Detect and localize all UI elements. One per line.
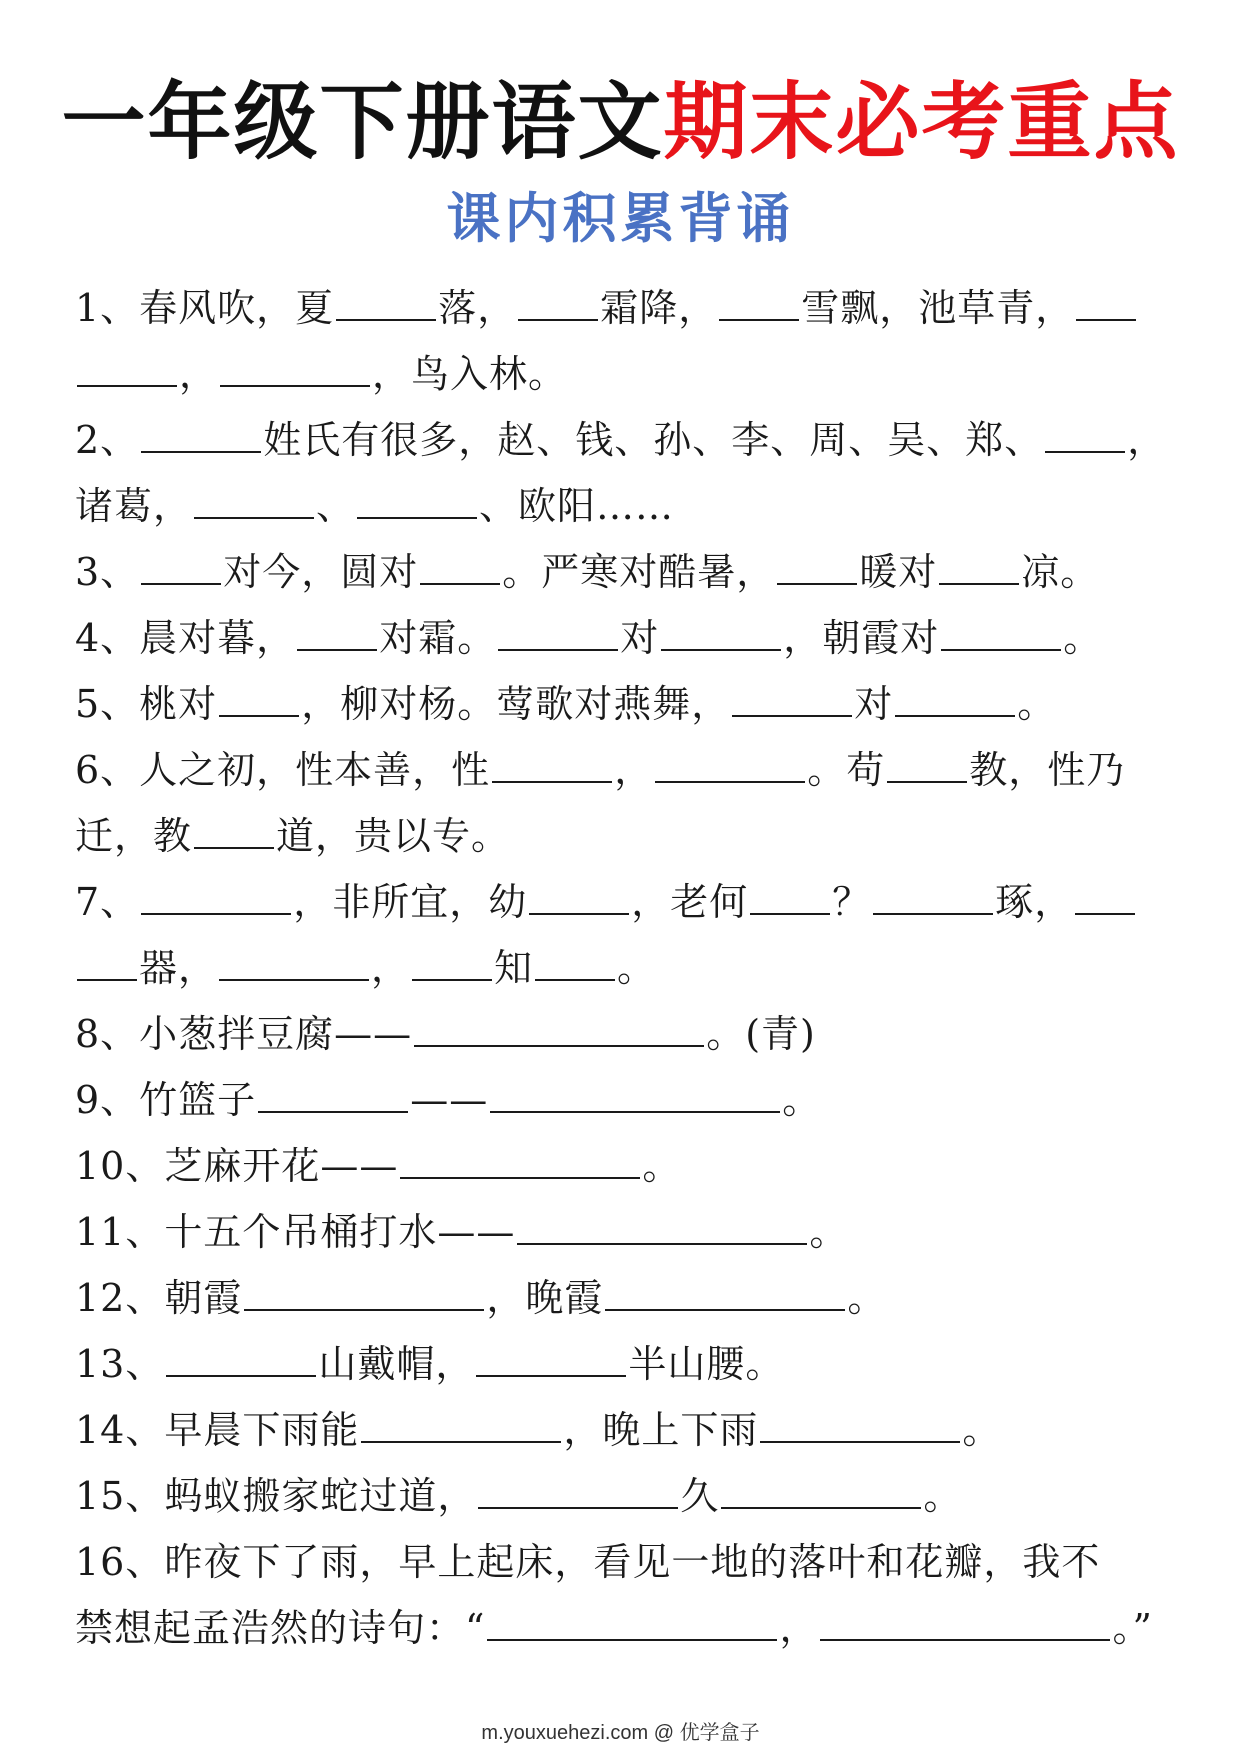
answer-blank[interactable] xyxy=(77,949,137,981)
answer-blank[interactable] xyxy=(141,421,261,453)
question-14: 14、早晨下雨能 ，晚上下雨 。 xyxy=(75,1408,1002,1452)
answer-blank[interactable] xyxy=(487,1609,777,1641)
answer-blank[interactable] xyxy=(361,1411,561,1443)
answer-blank[interactable] xyxy=(476,1345,626,1377)
question-11: 11、十五个吊桶打水—— 。 xyxy=(75,1210,849,1254)
answer-blank[interactable] xyxy=(1076,289,1136,321)
answer-blank[interactable] xyxy=(141,883,291,915)
answer-blank[interactable] xyxy=(1045,421,1125,453)
answer-blank[interactable] xyxy=(297,619,377,651)
answer-blank[interactable] xyxy=(336,289,436,321)
answer-blank[interactable] xyxy=(887,751,967,783)
answer-blank[interactable] xyxy=(941,619,1061,651)
question-15: 15、蚂蚁搬家蛇过道， 久 。 xyxy=(75,1474,963,1518)
answer-blank[interactable] xyxy=(244,1279,484,1311)
answer-blank[interactable] xyxy=(719,289,799,321)
answer-blank[interactable] xyxy=(518,289,598,321)
answer-blank[interactable] xyxy=(490,1081,780,1113)
answer-blank[interactable] xyxy=(414,1015,704,1047)
answer-blank[interactable] xyxy=(661,619,781,651)
answer-blank[interactable] xyxy=(1075,883,1135,915)
answer-blank[interactable] xyxy=(750,883,830,915)
answer-blank[interactable] xyxy=(141,553,221,585)
question-13: 13、 山戴帽， 半山腰。 xyxy=(75,1342,785,1386)
answer-blank[interactable] xyxy=(605,1279,845,1311)
question-1: 1、春风吹，夏 落， 霜降， 雪飘，池草青， ， ，鸟入林。 xyxy=(75,275,1170,407)
answer-blank[interactable] xyxy=(732,685,852,717)
answer-blank[interactable] xyxy=(529,883,629,915)
question-10: 10、芝麻开花—— 。 xyxy=(75,1144,682,1188)
page-subtitle: 课内积累背诵 xyxy=(446,187,795,250)
question-3: 3、 对今，圆对 。严寒对酷暑， 暖对 凉。 xyxy=(75,550,1100,594)
question-5: 5、桃对 ，柳对杨。莺歌对燕舞， 对 。 xyxy=(75,682,1057,726)
question-7: 7、 ，非所宜，幼 ，老何 ？ 琢， 器， ， 知 。 xyxy=(75,869,1170,1001)
answer-blank[interactable] xyxy=(820,1609,1110,1641)
page-title xyxy=(0,72,1241,172)
answer-blank[interactable] xyxy=(420,553,500,585)
answer-blank[interactable] xyxy=(219,685,299,717)
answer-blank[interactable] xyxy=(77,355,177,387)
question-6: 6、人之初，性本善，性 ， 。苟 教，性乃 迁，教 道，贵以专。 xyxy=(75,748,1126,858)
answer-blank[interactable] xyxy=(777,553,857,585)
answer-blank[interactable] xyxy=(357,487,477,519)
answer-blank[interactable] xyxy=(412,949,492,981)
answer-blank[interactable] xyxy=(478,1477,678,1509)
answer-blank[interactable] xyxy=(939,553,1019,585)
answer-blank[interactable] xyxy=(194,817,274,849)
answer-blank[interactable] xyxy=(258,1081,408,1113)
answer-blank[interactable] xyxy=(873,883,993,915)
question-list xyxy=(75,275,1170,1661)
answer-blank[interactable] xyxy=(760,1411,960,1443)
footer-watermark: m.youxuehezi.com @ 优学盒子 xyxy=(481,1722,760,1744)
answer-blank[interactable] xyxy=(721,1477,921,1509)
question-12: 12、朝霞 ，晚霞 。 xyxy=(75,1276,887,1320)
answer-blank[interactable] xyxy=(194,487,314,519)
answer-blank[interactable] xyxy=(517,1213,807,1245)
title-black-part: 一年级下册语文 xyxy=(61,73,664,171)
question-16: 16、昨夜下了雨，早上起床，看见一地的落叶和花瓣，我不 禁想起孟浩然的诗句：“ ， 。” xyxy=(75,1540,1153,1650)
answer-blank[interactable] xyxy=(400,1147,640,1179)
answer-blank[interactable] xyxy=(492,751,612,783)
answer-blank[interactable] xyxy=(498,619,618,651)
answer-blank[interactable] xyxy=(895,685,1015,717)
title-red-part: 期末必考重点 xyxy=(663,73,1180,171)
question-8: 8、小葱拌豆腐—— 。(青) xyxy=(75,1012,816,1056)
answer-blank[interactable] xyxy=(655,751,805,783)
answer-blank[interactable] xyxy=(166,1345,316,1377)
question-4: 4、晨对暮， 对霜。 对 ，朝霞对 。 xyxy=(75,616,1103,660)
answer-blank[interactable] xyxy=(535,949,615,981)
answer-blank[interactable] xyxy=(219,949,369,981)
question-2: 2、 姓氏有很多，赵、钱、孙、李、周、吴、郑、 ， 诸葛， 、 、欧阳…… xyxy=(75,418,1167,528)
question-9: 9、竹篮子 —— 。 xyxy=(75,1078,822,1122)
answer-blank[interactable] xyxy=(220,355,370,387)
